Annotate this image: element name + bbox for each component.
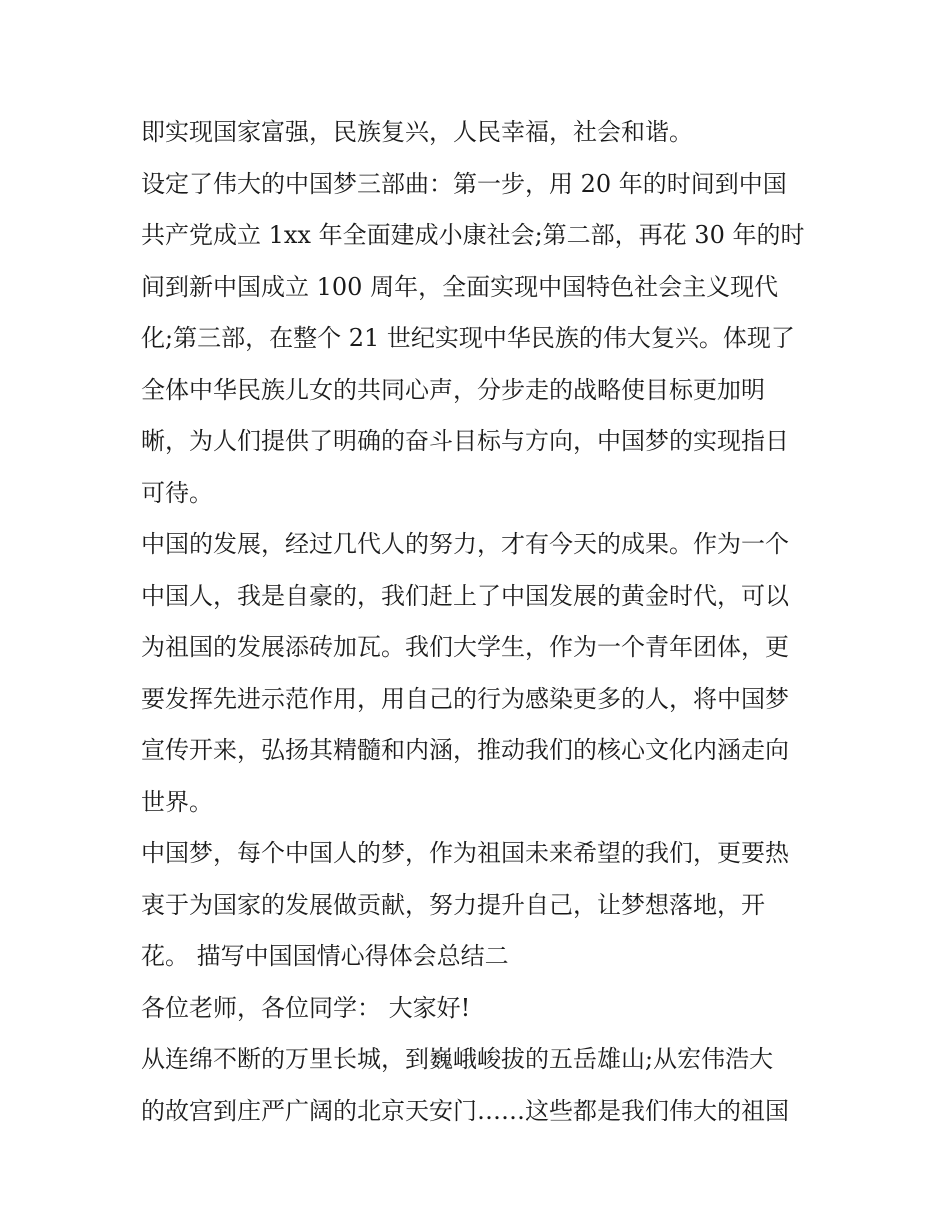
text-line: 全体中华民族儿女的共同心声，分步走的战略使目标更加明	[141, 375, 765, 404]
text-line: 为祖国的发展添砖加瓦。我们大学生，作为一个青年团体，更	[141, 633, 789, 661]
text-line: 衷于为国家的发展做贡献，努力提升自己，让梦想落地，开	[141, 890, 765, 919]
text-line: 中国梦，每个中国人的梦，作为祖国未来希望的我们，更要热	[141, 839, 789, 867]
text-line: 的故宫到庄严广阔的北京天安门……这些都是我们伟大的祖国	[141, 1096, 789, 1125]
text-line: 宣传开来，弘扬其精髓和内涵，推动我们的核心文化内涵走向	[141, 736, 789, 764]
text-line: 中国人，我是自豪的，我们赶上了中国发展的黄金时代，可以	[141, 581, 789, 610]
text-line: 即实现国家富强，民族复兴，人民幸福，社会和谐。	[141, 118, 693, 146]
text-line: 晰，为人们提供了明确的奋斗目标与方向，中国梦的实现指日	[141, 427, 789, 455]
text-line: 要发挥先进示范作用，用自己的行为感染更多的人，将中国梦	[141, 684, 789, 713]
text-line: 共产党成立 1xx 年全面建成小康社会;第二部，再花 30 年的时	[141, 221, 805, 249]
body-text	[141, 107, 821, 1137]
text-line: 世界。	[141, 787, 213, 816]
text-line: 各位老师，各位同学： 大家好!	[141, 993, 471, 1022]
text-line: 间到新中国成立 100 周年，全面实现中国特色社会主义现代	[141, 272, 779, 301]
text-line: 从连绵不断的万里长城，到巍峨峻拔的五岳雄山;从宏伟浩大	[141, 1045, 774, 1073]
text-line: 可待。	[141, 478, 213, 507]
text-line: 花。 描写中国国情心得体会总结二	[141, 942, 509, 970]
text-line: 设定了伟大的中国梦三部曲：第一步，用 20 年的时间到中国	[141, 169, 787, 198]
text-line: 化;第三部，在整个 21 世纪实现中华民族的伟大复兴。体现了	[141, 324, 795, 352]
text-line: 中国的发展，经过几代人的努力，才有今天的成果。作为一个	[141, 530, 789, 558]
